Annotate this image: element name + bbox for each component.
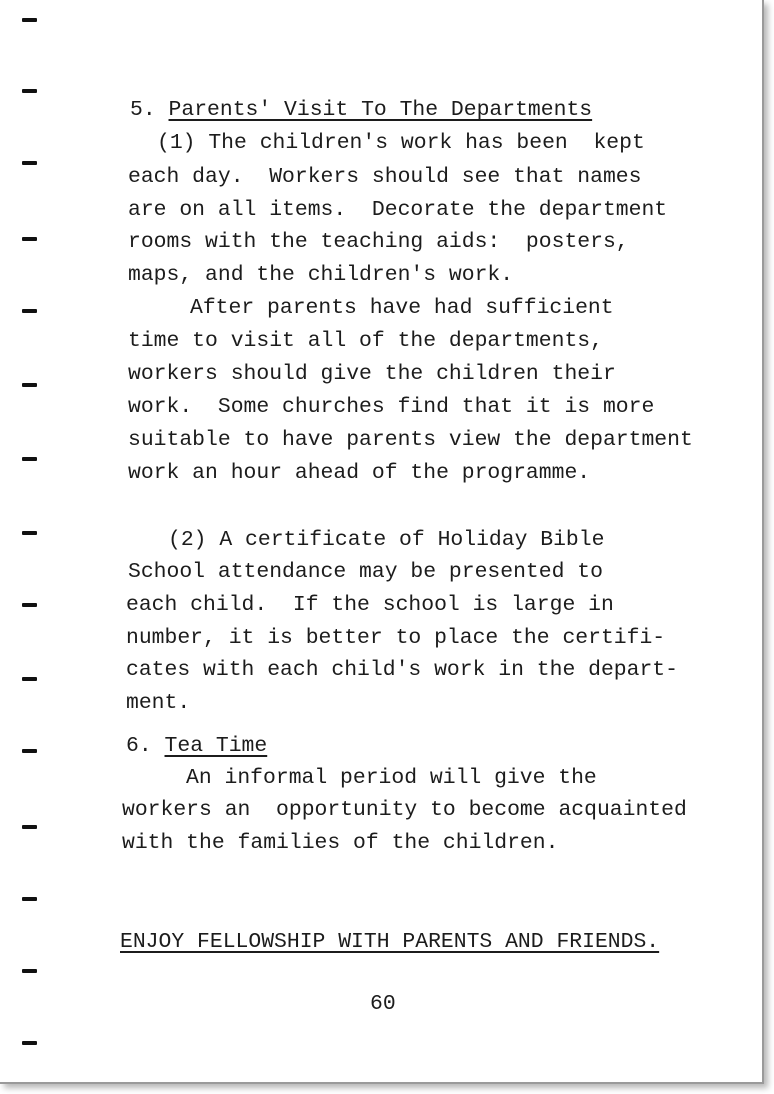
text-line: rooms with the teaching aids: posters, <box>128 230 629 254</box>
text-line: each day. Workers should see that names <box>128 165 642 189</box>
margin-mark <box>22 1041 37 1045</box>
section-title: Tea Time <box>164 734 268 758</box>
text-line: School attendance may be presented to <box>128 560 603 584</box>
margin-mark <box>22 603 37 607</box>
section-number: 5. <box>130 98 169 122</box>
text-line: each child. If the school is large in <box>126 593 614 617</box>
section-6-heading <box>126 734 267 758</box>
text-line: workers should give the children their <box>128 362 616 386</box>
margin-mark <box>22 237 37 241</box>
section-number: 6. <box>126 734 165 758</box>
margin-mark <box>22 383 37 387</box>
margin-mark <box>22 897 37 901</box>
text-line: work. Some churches find that it is more <box>128 395 655 419</box>
margin-mark <box>22 749 37 753</box>
margin-mark <box>22 969 37 973</box>
page-number: 60 <box>370 992 396 1016</box>
margin-mark <box>22 531 37 535</box>
text-line: workers an opportunity to become acquainted <box>122 798 687 822</box>
text-line: (1) The children's work has been kept <box>157 131 645 155</box>
text-line: work an hour ahead of the programme. <box>128 461 591 485</box>
section-title: Parents' Visit To The Departments <box>168 98 593 122</box>
text-line: (2) A certificate of Holiday Bible <box>168 528 605 552</box>
closing-line: ENJOY FELLOWSHIP WITH PARENTS AND FRIENDS. <box>120 930 660 954</box>
text-line: suitable to have parents view the department <box>128 428 693 452</box>
text-line: with the families of the children. <box>122 831 559 855</box>
text-line: After parents have had sufficient <box>190 296 614 320</box>
section-5-heading <box>130 98 592 122</box>
text-line: cates with each child's work in the depart- <box>126 658 678 682</box>
text-line: ment. <box>126 691 191 715</box>
text-line: time to visit all of the departments, <box>128 329 603 353</box>
text-line: are on all items. Decorate the department <box>128 198 668 222</box>
text-line: maps, and the children's work. <box>128 263 514 287</box>
margin-mark <box>22 161 37 165</box>
text-line: An informal period will give the <box>186 766 597 790</box>
margin-mark <box>22 309 37 313</box>
text-line: number, it is better to place the certifi- <box>126 626 666 650</box>
margin-mark <box>22 677 37 681</box>
margin-mark <box>22 825 37 829</box>
margin-mark <box>22 89 37 93</box>
margin-mark <box>22 18 37 22</box>
margin-mark <box>22 457 37 461</box>
